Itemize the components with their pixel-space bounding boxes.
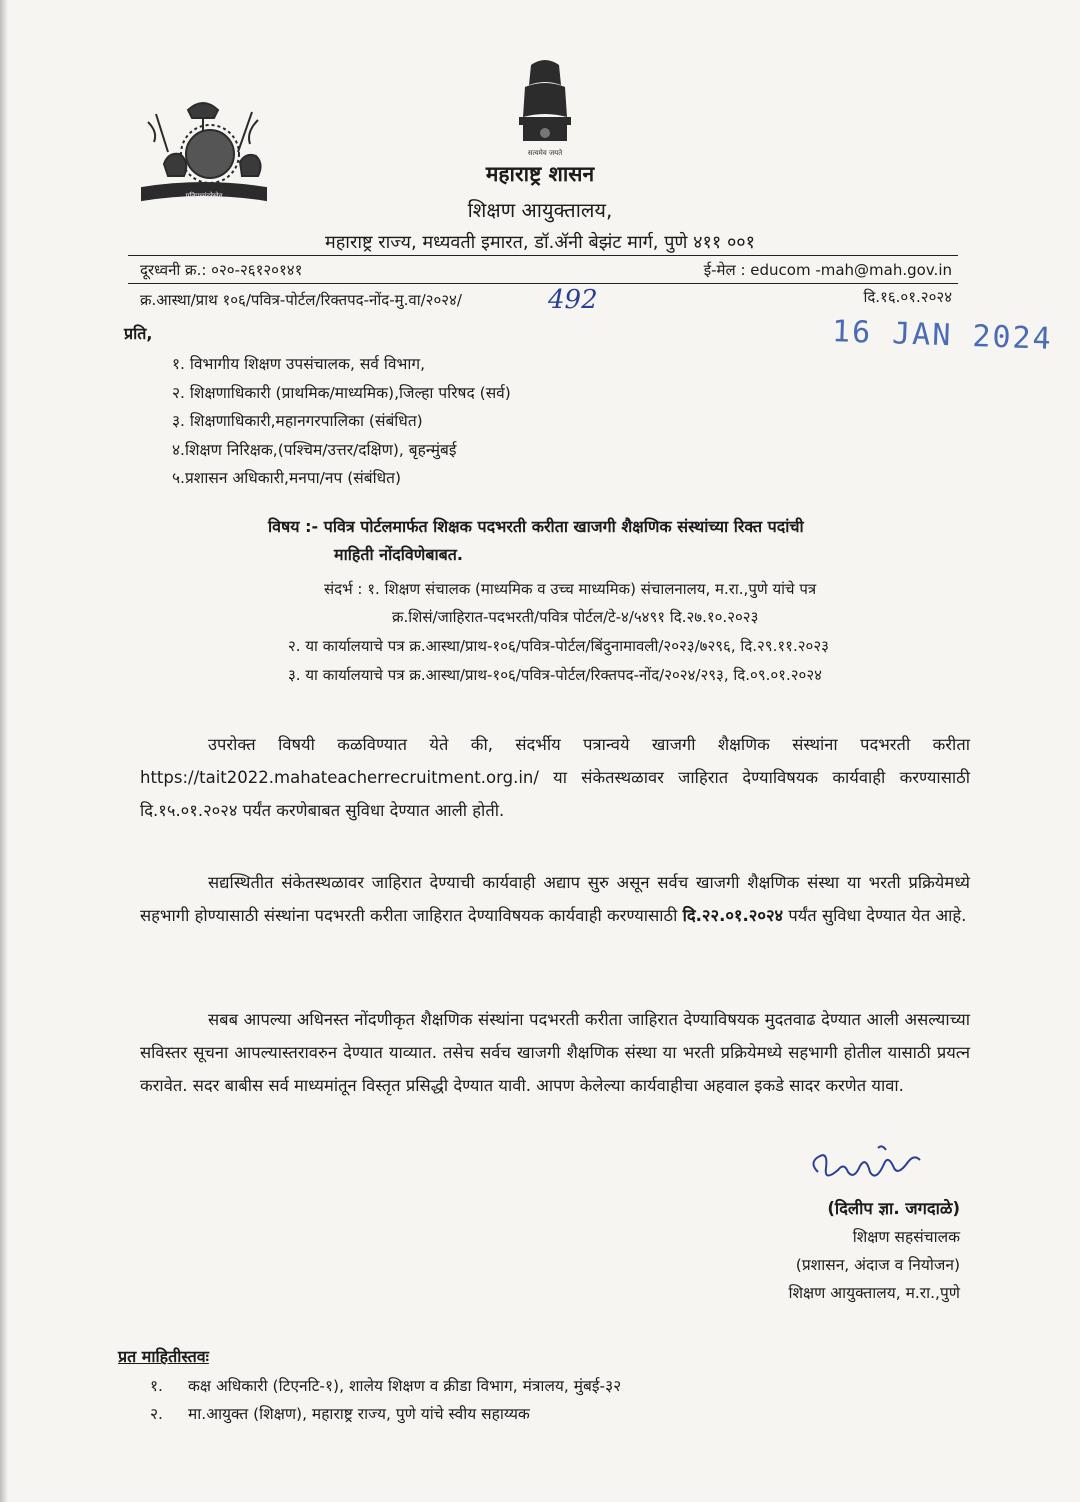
header-divider-bottom (128, 283, 958, 284)
letter-date: दि.१६.०१.२०२४ (863, 288, 952, 306)
paragraph-text-part: सद्यस्थितीत संकेतस्थळावर जाहिरात देण्याची कार्यवाही अद्याप सुरु असून सर्वच खाजगी शैक्षणिक संस्था या भरती प्रक्रियेमध्ये सहभागी होण्यासाठी संस्थांना पदभरती करीता जाहिरात देण्याविषयक कार्यवाही करण्यासाठी (140, 873, 970, 925)
emblem-motto: सत्यमेव जयते (527, 149, 563, 157)
office-address: महाराष्ट्र राज्य, मध्यवती इमारत, डॉ.ॲनी बेझंट मार्ग, पुणे ४११ ००१ (324, 232, 756, 253)
paragraph-text-part: पर्यंत सुविधा देण्यात येत आहे. (783, 906, 967, 925)
reference-item: संदर्भ : १. शिक्षण संचालक (माध्यमिक व उच्च माध्यमिक) संचालनालय, म.रा.,पुणे यांचे पत्र (324, 580, 817, 598)
handwritten-signature (798, 1142, 928, 1192)
signatory-name: (दिलीप ज्ञा. जगदाळे) (827, 1199, 960, 1218)
copy-item-text: मा.आयुक्त (शिक्षण), महाराष्ट्र राज्य, पुणे यांचे स्वीय सहाय्यक (188, 1405, 530, 1423)
scan-edge-shadow (0, 0, 8, 1502)
paragraph-text: उपरोक्त विषयी कळविण्यात येते की, संदर्भीय पत्रान्वये खाजगी शैक्षणिक संस्थांना पदभरती करीता https://tait2022.mahateacherrecruitment.org.in/ या संकेतस्थळावर जाहिरात देण्याविषयक कार्यवाही करण्यासाठी दि.१५.०१.२०२४ पर्यंत करणेबाबत सुविधा देण्यात आली होती. (140, 735, 970, 820)
signatory-department: (प्रशासन, अंदाज व नियोजन) (795, 1256, 960, 1274)
subject-line: माहिती नोंदविणेबाबत. (334, 545, 463, 564)
signature-block (700, 1195, 960, 1307)
reference-item: ३. या कार्यालयाचे पत्र क्र.आस्था/प्राथ-१०६/पवित्र-पोर्टल/रिक्तपद-नोंद/२०२४/२९३, दि.०९.०१.२०२४ (288, 666, 822, 684)
copy-item (150, 1400, 621, 1428)
recipient-item: १. विभागीय शिक्षण उपसंचालक, सर्व विभाग, (172, 355, 426, 373)
office-name: शिक्षण आयुक्तालय, (467, 198, 613, 222)
recipient-item: ४.शिक्षण निरिक्षक,(पश्चिम/उत्तर/दक्षिण), बृहन्मुंबई (172, 440, 457, 459)
body-paragraph-2 (140, 866, 970, 932)
subject-block (268, 513, 980, 569)
subject-line: विषय :- पवित्र पोर्टलमार्फत शिक्षक पदभरती करीता खाजगी शैक्षणिक संस्थांच्या रिक्त पदांची (268, 517, 804, 536)
copy-item-number: २. (150, 1405, 163, 1423)
header-divider-top (128, 255, 958, 256)
recipient-item: ३. शिक्षणाधिकारी,महानगरपालिका (संबंधित) (172, 412, 423, 430)
government-title: महाराष्ट्र शासन (485, 162, 595, 186)
salutation: प्रति, (124, 324, 153, 343)
signatory-designation: शिक्षण सहसंचालक (852, 1228, 960, 1246)
copy-item-number: १. (150, 1377, 163, 1395)
copy-to-list (150, 1372, 621, 1428)
copy-item-text: कक्ष अधिकारी (टिएनटि-१), शालेय शिक्षण व क्रीडा विभाग, मंत्रालय, मुंबई-३२ (188, 1377, 622, 1395)
email-address: ई-मेल : educom -mah@mah.gov.in (703, 261, 952, 279)
copy-item (150, 1372, 621, 1400)
handwritten-outward-number: 492 (548, 285, 598, 315)
extended-deadline: दि.२२.०१.२०२४ (682, 906, 784, 925)
received-date-stamp: 16 JAN 2024 (831, 314, 1054, 357)
copy-to-heading: प्रत माहितीस्तवः (118, 1347, 209, 1366)
recipient-list (172, 350, 511, 493)
reference-item: २. या कार्यालयाचे पत्र क्र.आस्था/प्राथ-१०६/पवित्र-पोर्टल/बिंदुनामावली/२०२३/७२९६, दि.२९.११.२०२३ (288, 637, 829, 655)
phone-number: दूरध्वनी क्र.: ०२०-२६१२०१४१ (140, 261, 303, 279)
ashoka-emblem (505, 55, 585, 160)
seal-ribbon-text: प्रतिपच्चंद्ररेखेव (185, 192, 223, 200)
recipient-item: ५.प्रशासन अधिकारी,मनपा/नप (संबंधित) (172, 469, 402, 487)
signatory-office: शिक्षण आयुक्तालय, म.रा.,पुणे (788, 1284, 960, 1302)
recipient-item: २. शिक्षणाधिकारी (प्राथमिक/माध्यमिक),जिल्हा परिषद (सर्व) (172, 383, 511, 402)
paragraph-text (140, 866, 970, 932)
reference-item: क्र.शिसं/जाहिरात-पदभरती/पवित्र पोर्टल/टे-४/५४९१ दि.२७.१०.२०२३ (392, 608, 759, 626)
body-paragraph-1 (140, 728, 970, 827)
letter-reference-number: क्र.आस्था/प्राथ १०६/पवित्र-पोर्टल/रिक्तपद-नोंद-मु.वा/२०२४/ (140, 291, 462, 309)
body-paragraph-3 (140, 1003, 970, 1102)
paragraph-text: सबब आपल्या अधिनस्त नोंदणीकृत शैक्षणिक संस्थांना पदभरती करीता जाहिरात देण्याविषयक मुदतवाढ देण्यात आली असल्याच्या सविस्तर सूचना आपल्यास्तरावरुन देण्यात याव्यात. तसेच सर्वच खाजगी शैक्षणिक संस्था या भरती प्रक्रियेमध्ये सहभागी होतील यासाठी प्रयत्न करावेत. सदर बाबीस सर्व माध्यमांतून विस्तृत प्रसिद्धी देण्यात यावी. आपण केलेल्या कार्यवाहीचा अहवाल इकडे सादर करणेत यावा. (140, 1010, 970, 1095)
